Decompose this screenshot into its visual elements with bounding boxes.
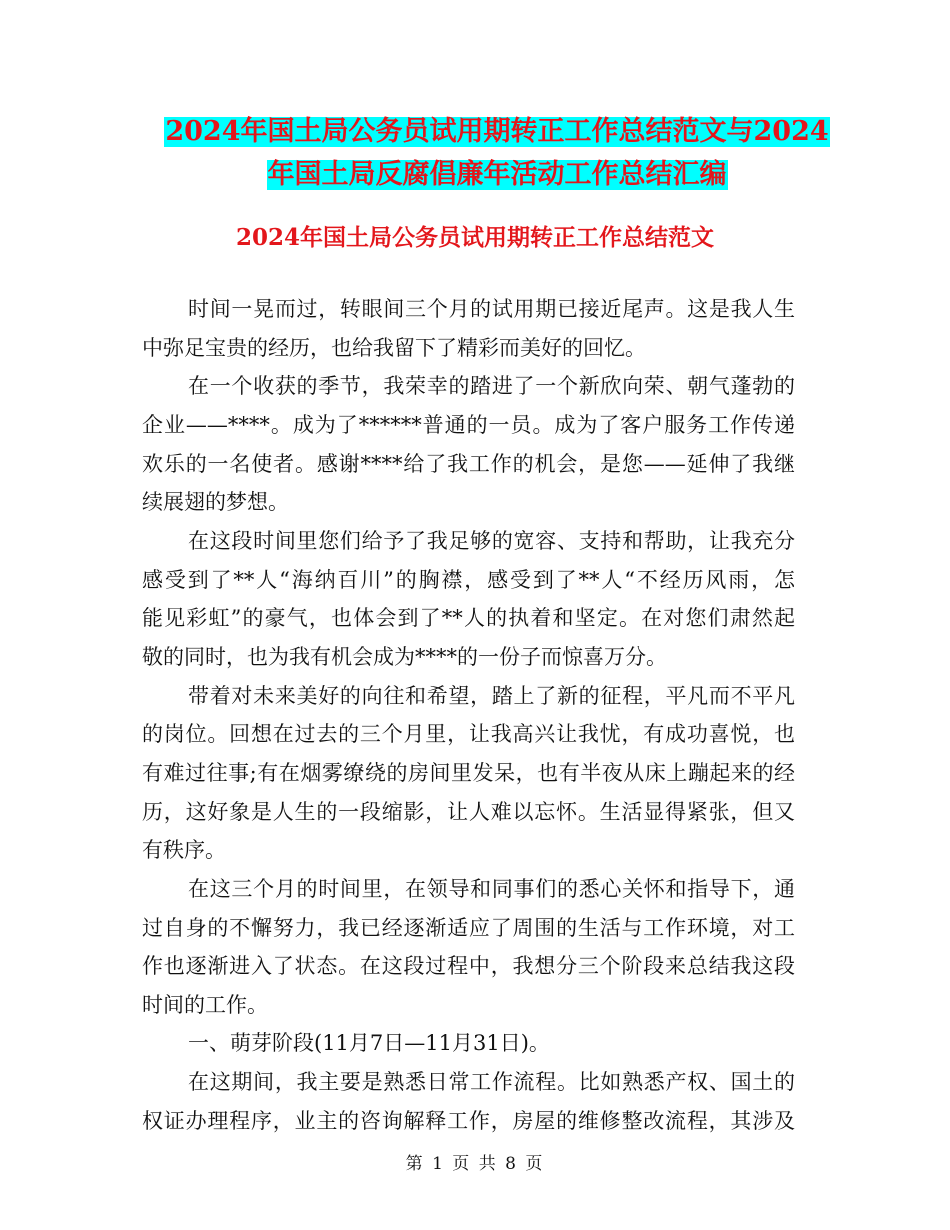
text-line: 有秩序。: [142, 838, 226, 863]
text-line: 的岗位。回想在过去的三个月里，让我高兴让我忧，有成功喜悦，也: [142, 722, 795, 747]
text-line: 能见彩虹”的豪气，也体会到了**人的执着和坚定。在对您们肃然起: [142, 606, 795, 631]
body-text: [142, 290, 795, 1140]
text-line: 时间一晃而过，转眼间三个月的试用期已接近尾声。这是我人生: [188, 297, 795, 321]
title-line: [142, 153, 852, 196]
document-title: [142, 110, 852, 196]
text-line: 感受到了**人“海纳百川”的胸襟，感受到了**人“不经历风雨，怎: [142, 567, 795, 592]
page-footer: 第 1 页 共 8 页: [405, 1154, 545, 1174]
title-line: [142, 110, 852, 153]
text-line: 敬的同时，也为我有机会成为****的一份子而惊喜万分。: [142, 644, 667, 669]
paragraph: [142, 367, 795, 522]
text-line: 时间的工作。: [142, 992, 268, 1017]
text-line: 一、萌芽阶段(11月7日—11月31日)。: [188, 1031, 550, 1056]
paragraph: [142, 522, 795, 677]
text-line: 权证办理程序，业主的咨询解释工作，房屋的维修整改流程，其涉及: [142, 1108, 795, 1133]
text-line: 企业——****。成为了******普通的一员。成为了客户服务工作传递: [142, 412, 795, 437]
text-line: 过自身的不懈努力，我已经逐渐适应了周围的生活与工作环境，对工: [142, 915, 795, 940]
text-line: 在一个收获的季节，我荣幸的踏进了一个新欣向荣、朝气蓬勃的: [188, 374, 795, 399]
title-line-text: 2024年国土局公务员试用期转正工作总结范文与2024: [165, 115, 829, 147]
paragraph: [142, 1024, 795, 1063]
text-line: 中弥足宝贵的经历，也给我留下了精彩而美好的回忆。: [142, 335, 646, 360]
text-line: 在这期间，我主要是熟悉日常工作流程。比如熟悉产权、国土的: [188, 1070, 795, 1095]
paragraph: [142, 290, 795, 367]
text-line: 带着对未来美好的向往和希望，踏上了新的征程，平凡而不平凡: [188, 683, 795, 708]
text-line: 历，这好象是人生的一段缩影，让人难以忘怀。生活显得紧张，但又: [142, 799, 795, 824]
title-line-text: 年国土局反腐倡廉年活动工作总结汇编: [267, 158, 727, 190]
text-line: 续展翅的梦想。: [142, 490, 289, 515]
text-line: 在这三个月的时间里，在领导和同事们的悉心关怀和指导下，通: [188, 876, 795, 901]
paragraph: [142, 677, 795, 870]
paragraph: [142, 1063, 795, 1140]
text-line: 有难过往事;有在烟雾缭绕的房间里发呆，也有半夜从床上蹦起来的经: [142, 760, 795, 785]
section-heading: 2024年国土局公务员试用期转正工作总结范文: [235, 224, 714, 251]
text-line: 在这段时间里您们给予了我足够的宽容、支持和帮助，让我充分: [188, 528, 795, 553]
text-line: 欢乐的一名使者。感谢****给了我工作的机会，是您——延伸了我继: [142, 451, 795, 476]
text-line: 作也逐渐进入了状态。在这段过程中，我想分三个阶段来总结我这段: [142, 954, 795, 979]
paragraph: [142, 870, 795, 1025]
